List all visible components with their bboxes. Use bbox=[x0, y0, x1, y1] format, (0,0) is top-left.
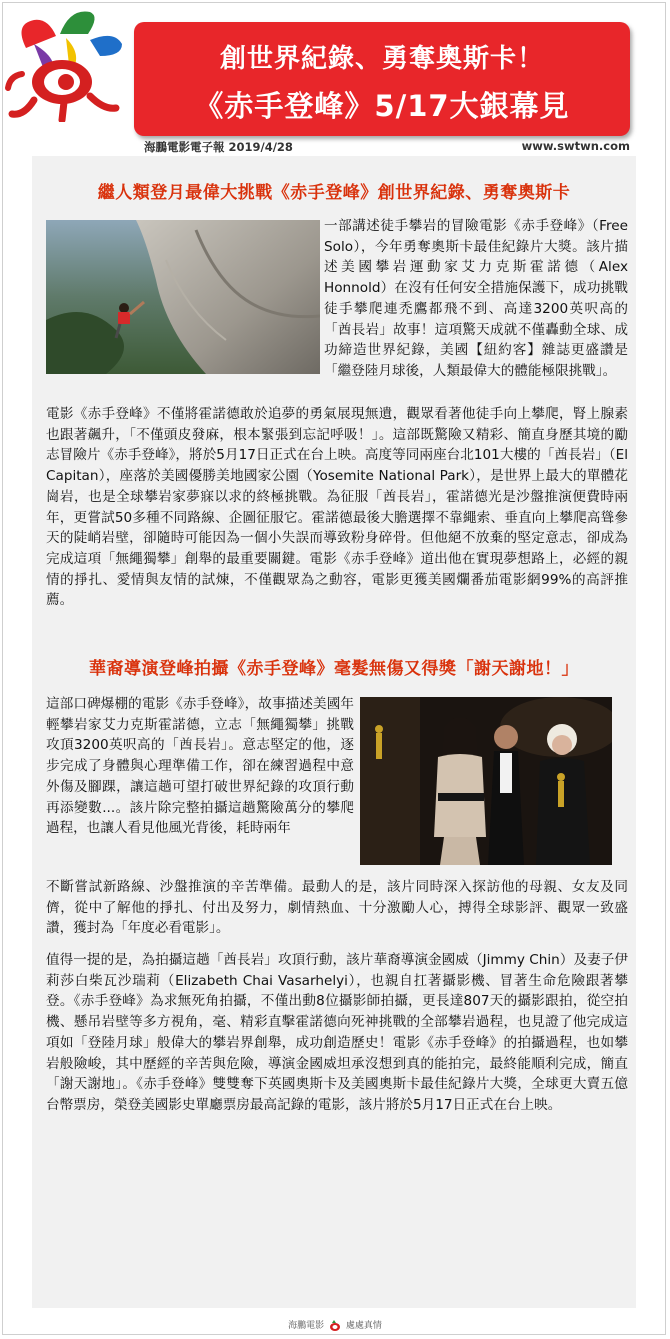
banner-line-1: 創世界紀錄、勇奪奧斯卡！ bbox=[219, 44, 544, 74]
section-2-intro-continued: 不斷嘗試新路線、沙盤推演的辛苦準備。最動人的是，該片同時深入探訪他的母親、女友及同儕，從中了解他的掙扎、付出及努力，劇情熱血、十分激勵人心，搏得全球影評、觀眾一致盛讚，獲封為「年度必看電影」。 bbox=[46, 879, 628, 937]
section-1-body: 電影《赤手登峰》不僅將霍諾德敢於追夢的勇氣展現無遺，觀眾看著他徒手向上攀爬，腎上腺素也跟著飆升，「不僅頭皮發麻，根本緊張到忘記呼吸！」。這部既驚險又精彩、簡直身歷其境的勵志冒險片《赤手登峰》，將於5月17日正式在台上映。高度等同兩座台北101大樓的「酋長岩」（El Capitan），座落於美國優勝美地國家公園（Yosemite National Park），是世界上最大的單體花崗岩，也是全球攀岩家夢寐以求的終極挑戰。為征服「酋長岩」，霍諾德光是沙盤推演便費時兩年，更嘗試50多種不同路線、企圖征服它。霍諾德最後大膽選擇不靠繩索、垂直向上攀爬高聳參天的陡峭岩壁，卻隨時可能因為一個小失誤而導致粉身碎骨。但他絕不放棄的堅定意志，卻成為完成這項「無繩獨攀」創舉的最重要關鍵。電影《赤手登峰》道出他在實現夢想路上，必經的親情的掙扎、愛情與友情的試煉，不僅觀眾為之動容，電影更獲美國爛番茄電影網99%的高評推薦。 bbox=[46, 406, 628, 609]
oscar-ceremony-photo bbox=[360, 697, 612, 865]
swtwn-mini-logo-icon bbox=[329, 1320, 341, 1332]
footer bbox=[0, 1318, 670, 1332]
section-1-heading: 繼人類登月最偉大挑戰《赤手登峰》創世界紀錄、勇奪奧斯卡 bbox=[97, 183, 571, 203]
publisher-date: 海鵬電影電子報 2019/4/28 bbox=[144, 140, 293, 154]
footer-left-text: 海鵬電影 bbox=[288, 1321, 325, 1331]
climber-photo bbox=[46, 220, 320, 374]
swtwn-logo-icon bbox=[4, 4, 132, 122]
section-2-intro-wrap: 這部口碑爆棚的電影《赤手登峰》，故事描述美國年輕攀岩家艾力克斯霍諾德，立志「無繩獨攀」挑戰攻頂3200英呎高的「酋長岩」。意志堅定的他，逐步完成了身體與心理準備工作，卻在練習過程中意外傷及腳踝，讓這趟可望打破世界紀錄的攻頂行動再添變數...。該片除完整拍攝這趟驚險萬分的攀爬過程，也讓人看見他風光背後，耗時兩年 bbox=[46, 696, 354, 837]
title-banner bbox=[134, 22, 630, 136]
website-link[interactable]: www.swtwn.com bbox=[521, 139, 630, 153]
section-2-body: 值得一提的是，為拍攝這趟「酋長岩」攻頂行動，該片華裔導演金國威（Jimmy Chin）及妻子伊莉莎白柴瓦沙瑞莉（Elizabeth Chai Vasarhelyi），也親自扛著攝影機、冒著生命危險跟著攀登。《赤手登峰》為求無死角拍攝，不僅出動8位攝影師拍攝，更長達807天的攝影跟拍，從空拍機、懸吊岩壁等多方視角，毫、精彩直擊霍諾德向死神挑戰的全部攀岩過程，也見證了他完成這項如「登陸月球」般偉大的攀岩界創舉，成功創造歷史！電影《赤手登峰》的拍攝過程，也如攀岩般險峻，其中歷經的辛苦與危險，導演金國威坦承沒想到真的能拍完，最終能順利完成，簡直「謝天謝地」。《赤手登峰》雙雙奪下英國奧斯卡及美國奧斯卡最佳紀錄片大獎，全球更大賣五億台幣票房，榮登美國影史單廳票房最高記錄的電影，該片將於5月17日正式在台上映。 bbox=[46, 952, 628, 1113]
section-2-heading: 華裔導演登峰拍攝《赤手登峰》毫髮無傷又得獎「謝天謝地！」 bbox=[89, 659, 579, 679]
banner-line-2: 《赤手登峰》5/17大銀幕見 bbox=[194, 89, 570, 123]
section-1-intro: 一部講述徒手攀岩的冒險電影《赤手登峰》（Free Solo），今年勇奪奧斯卡最佳紀錄片大獎。該片描述美國攀岩運動家艾力克斯霍諾德（Alex Honnold）在沒有任何安全措施保護下，成功挑戰徒手攀爬連禿鷹都飛不到、高達3200英呎高的「酋長岩」故事！這項驚天成就不僅轟動全球、成功締造世界紀錄，美國【紐約客】雜誌更盛讚是「繼登陸月球後，人類最偉大的體能極限挑戰」。 bbox=[324, 218, 628, 379]
article-content bbox=[32, 156, 636, 1308]
footer-right-text: 處處真情 bbox=[345, 1321, 382, 1331]
